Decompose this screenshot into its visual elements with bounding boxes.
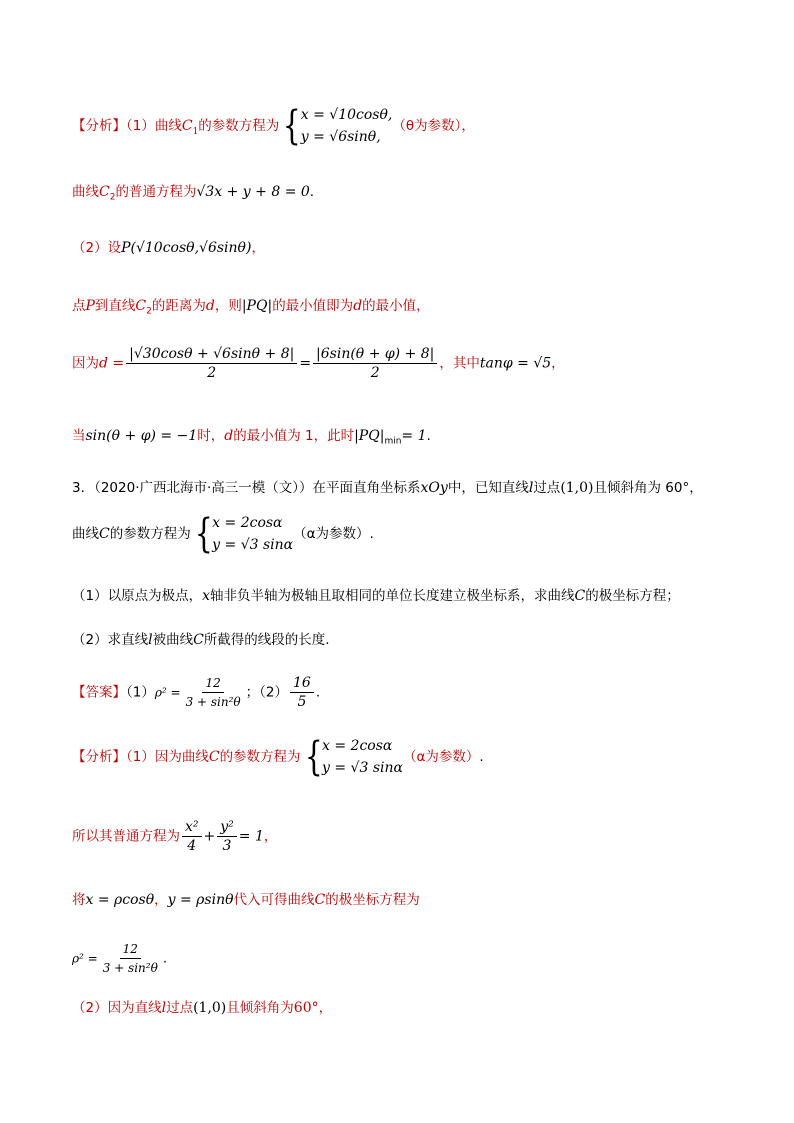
brace-icon: { xyxy=(194,511,213,557)
fraction: $\frac{|√30\cos\theta + √6\sin\theta + 8|}{2}$ xyxy=(126,345,297,382)
equation-system: x = 2cosα y = √3 sinα xyxy=(322,738,403,776)
question-3-curve: 曲线C的参数方程为{x = 2cosα y = √3 sinα（α为参数）. xyxy=(72,511,374,557)
fraction: $\frac{|6\sin(\theta + \varphi) + 8|}{2}$ xyxy=(313,345,437,382)
analysis-line-2: 曲线$C_2$的普通方程为√3x + y + 8 = 0. xyxy=(72,184,315,203)
analysis-line-1: 【分析】（1）曲线$C_1$的参数方程为{x = √10cosθ, y = √6sinθ,（θ为参数）， xyxy=(72,103,475,149)
analysis-line-7: 【分析】（1）因为曲线C的参数方程为{x = 2cosα y = √3 sinα（α为参数）. xyxy=(72,734,484,780)
analysis-line-3: （2）设P(√10cosθ,√6sinθ)， xyxy=(72,240,265,256)
analysis-line-5: 因为d = $\frac{|√30\cos\theta + √6\sin\theta + 8|}{2}$ = $\frac{|6\sin(\theta + \varphi) + 8|}{2}$ ，其中tanφ = √5， xyxy=(72,346,565,381)
polar-equation-result: ρ² = $\frac{12}{\text{3 + sin²θ}}$ . xyxy=(72,942,168,975)
fraction: $\frac{\text{x²}}{4}$ xyxy=(182,818,202,855)
fraction: $\frac{12}{\text{3 + sin²θ}}$ xyxy=(185,676,241,709)
fraction: $\frac{\text{y²}}{3}$ xyxy=(217,818,237,855)
analysis-tag: 【分析】 xyxy=(72,118,126,134)
question-3-stem: 3．（2020·广西北海市·高三一模（文））在平面直角坐标系xOy中，已知直线l过点(1,0)且倾斜角为 60°， xyxy=(72,480,703,496)
answer-line: 【答案】（1）ρ² = $\frac{12}{\text{3 + sin²θ}}$ ；（2） $\frac{16}{5}$ . xyxy=(72,675,321,710)
analysis-line-8: 所以其普通方程为 $\frac{\text{x²}}{4}$ + $\frac{\text{y²}}{3}$ = 1， xyxy=(72,819,278,854)
question-3-part-1: （1）以原点为极点，x轴非负半轴为极轴且取相同的单位长度建立极坐标系，求曲线C的极坐标方程； xyxy=(72,588,680,604)
analysis-line-4: 点P到直线$C_2$的距离为d，则|PQ|的最小值即为d的最小值， xyxy=(72,298,430,317)
answer-tag: 【答案】 xyxy=(72,684,126,701)
brace-icon: { xyxy=(304,734,323,780)
fraction: $\frac{12}{\text{3 + sin²θ}}$ xyxy=(102,942,158,975)
analysis-line-10: （2）因为直线l过点(1,0)且倾斜角为60°， xyxy=(72,1000,333,1016)
brace-icon: { xyxy=(283,103,301,149)
fraction: $\frac{16}{5}$ xyxy=(290,674,314,711)
question-3-part-2: （2）求直线l被曲线C所截得的线段的长度. xyxy=(72,632,330,648)
equation-system: x = 2cosα y = √3 sinα xyxy=(212,515,294,553)
analysis-line-6: 当sin(θ + φ) = −1时，d的最小值为 1，此时$|PQ|_{min}= 1$. xyxy=(72,428,431,447)
equation-system: x = √10cosθ, y = √6sinθ, xyxy=(300,107,393,145)
analysis-tag: 【分析】 xyxy=(72,749,126,765)
analysis-line-9: 将x = ρcosθ，y = ρsinθ代入可得曲线C的极坐标方程为 xyxy=(72,892,420,908)
